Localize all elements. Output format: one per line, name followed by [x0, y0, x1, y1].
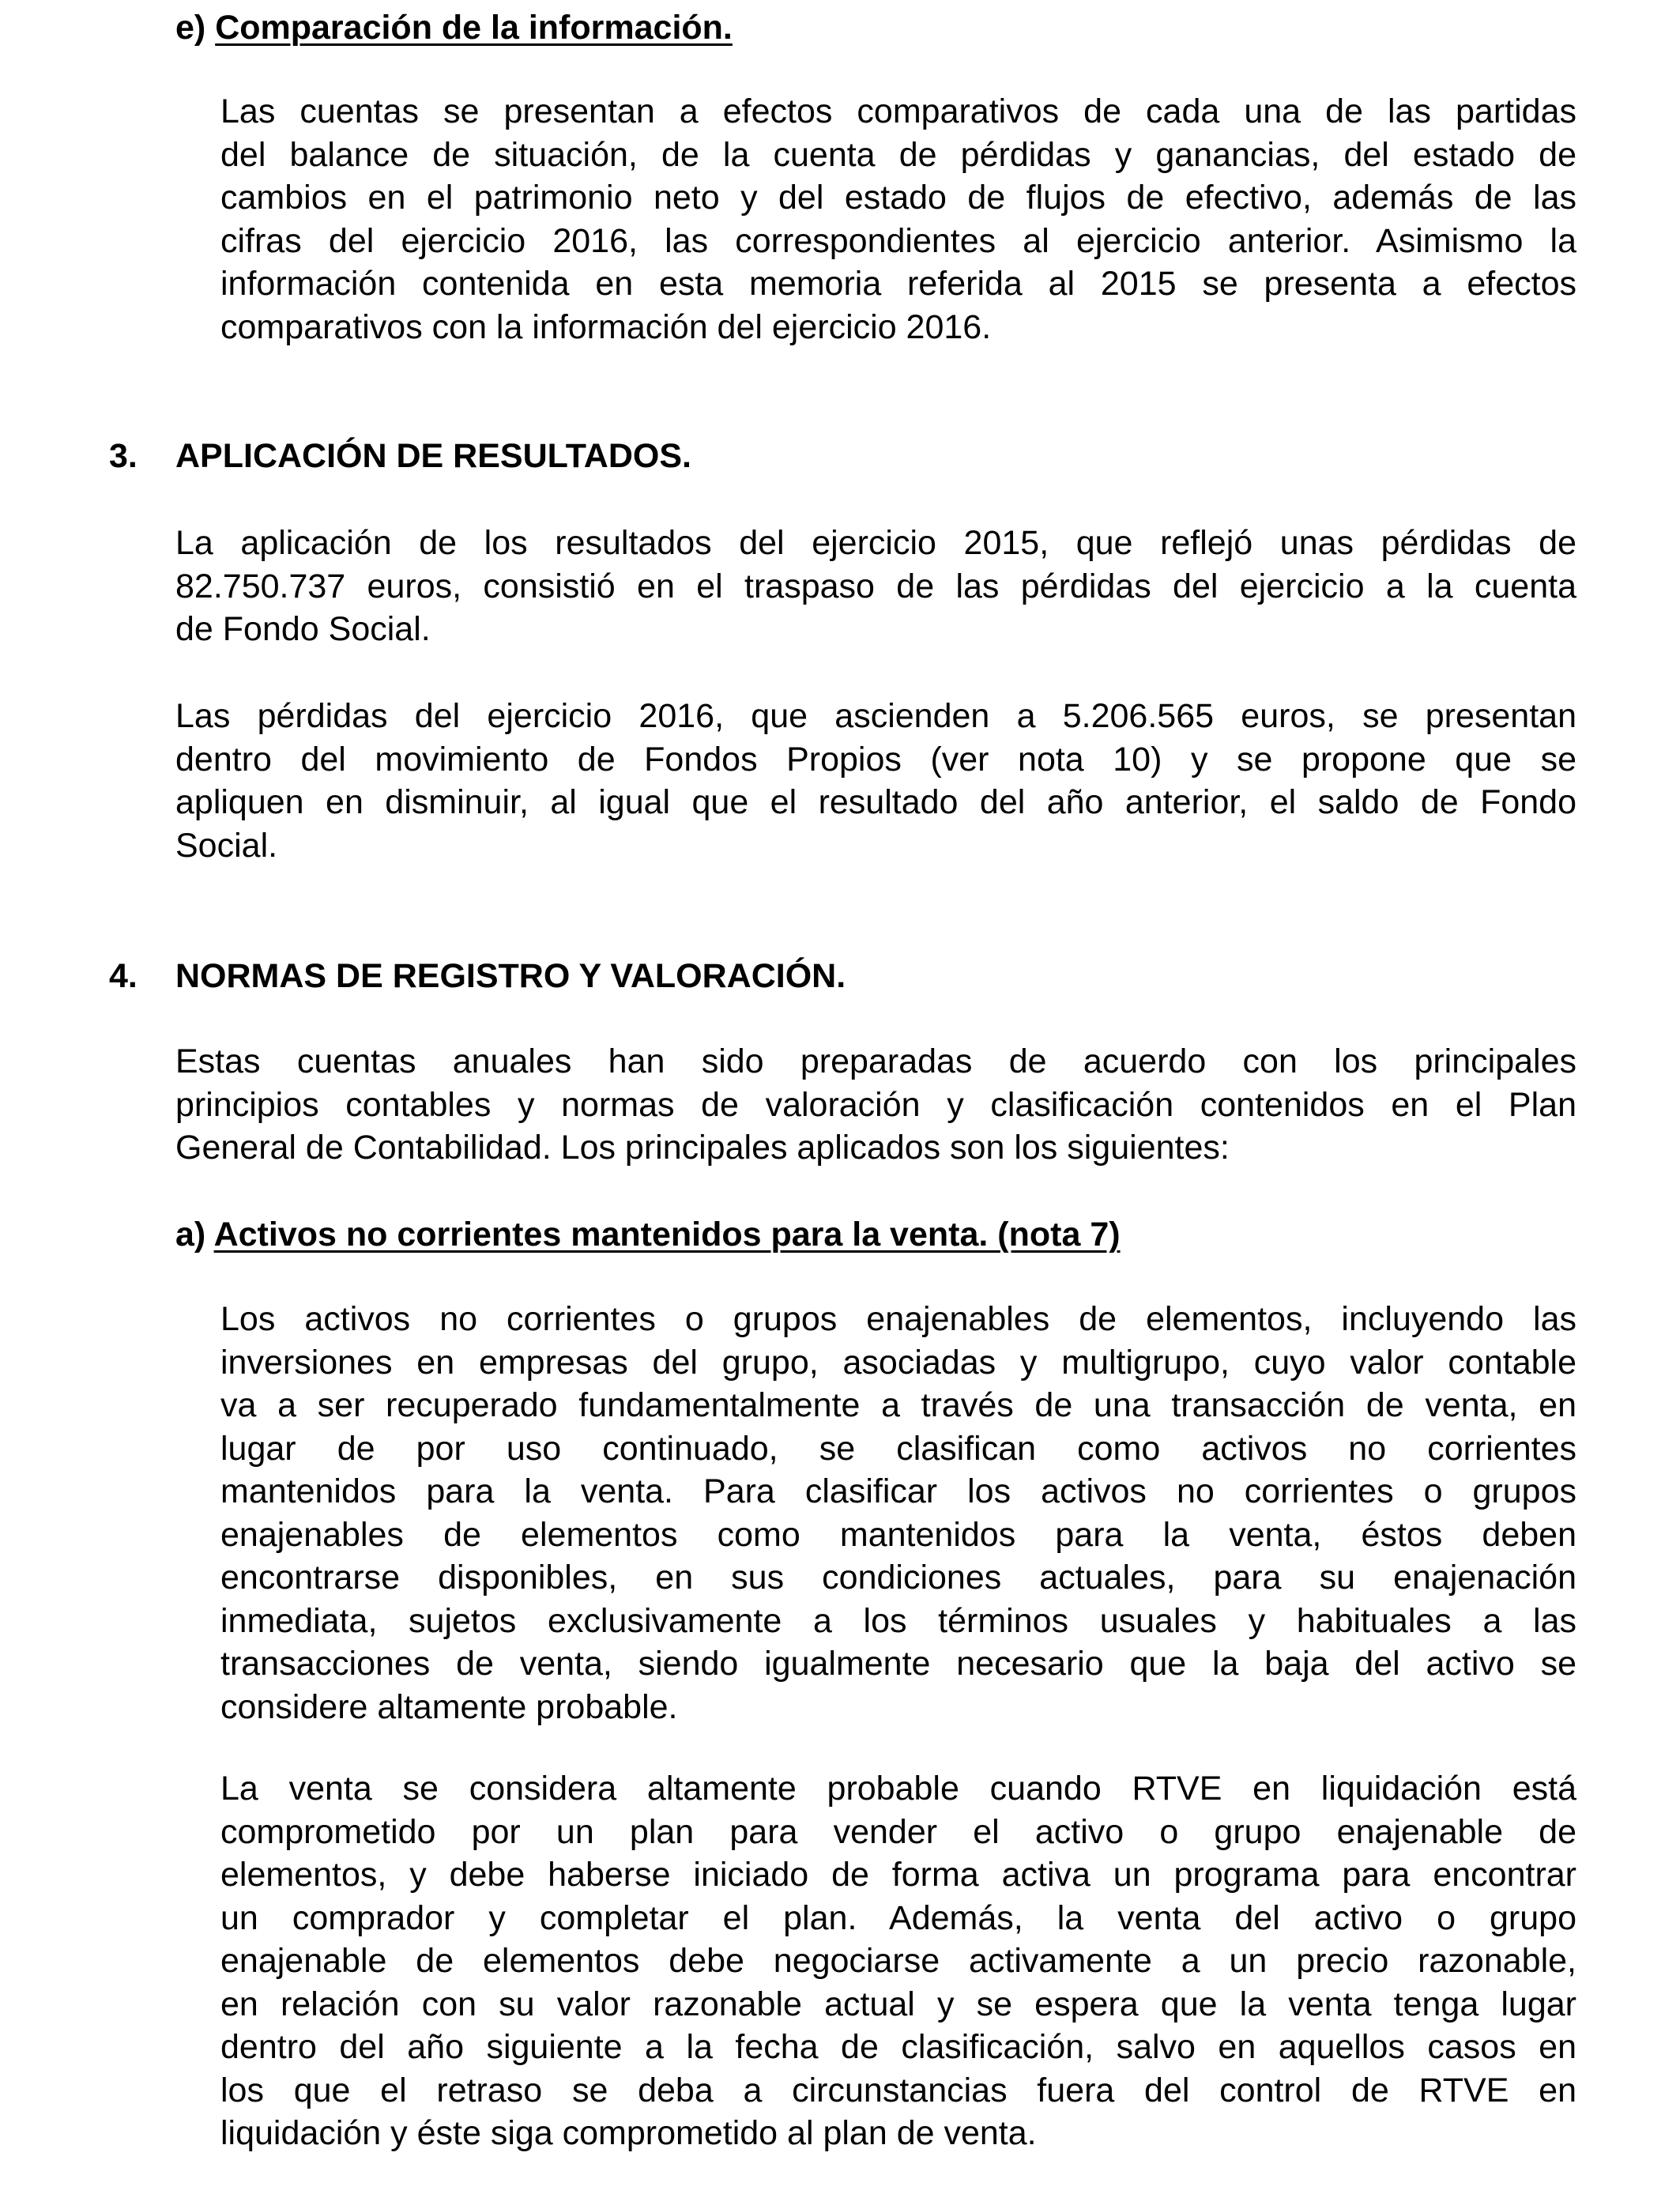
subsection-a-label: a): [175, 1216, 206, 1253]
text-line: los que el retraso se deba a circunstancias fuera del control de RTVE en: [220, 2071, 1576, 2109]
section-e-title: Comparación de la información.: [215, 9, 733, 47]
section-4-number: 4.: [109, 957, 137, 995]
text-line: elementos, y debe haberse iniciado de forma activa un programa para encontrar: [220, 1856, 1576, 1894]
section-e-paragraph: [220, 90, 1576, 349]
subsection-a-paragraph-2: [220, 1767, 1576, 2155]
text-line: dentro del movimiento de Fondos Propios (ver nota 10) y se propone que se: [175, 740, 1576, 778]
text-line: información contenida en esta memoria referida al 2015 se presenta a efectos: [220, 265, 1576, 303]
text-line: considere altamente probable.: [220, 1687, 678, 1726]
text-line: Las cuentas se presentan a efectos comparativos de cada una de las partidas: [220, 92, 1576, 130]
text-line: comparativos con la información del ejercicio 2016.: [220, 307, 992, 346]
text-line: lugar de por uso continuado, se clasifican como activos no corrientes: [220, 1429, 1576, 1468]
text-line: inversiones en empresas del grupo, asociadas y multigrupo, cuyo valor contable: [220, 1343, 1576, 1382]
text-line: Social.: [175, 826, 278, 865]
section-e-label: e): [175, 9, 206, 47]
text-line: inmediata, sujetos exclusivamente a los términos usuales y habituales a las: [220, 1601, 1576, 1640]
text-line: Los activos no corrientes o grupos enajenables de elementos, incluyendo las: [220, 1300, 1576, 1338]
text-line: cifras del ejercicio 2016, las correspondientes al ejercicio anterior. Asimismo la: [220, 221, 1576, 260]
text-line: enajenable de elementos debe negociarse activamente a un precio razonable,: [220, 1942, 1576, 1980]
section-e-heading: [175, 6, 733, 49]
text-line: dentro del año siguiente a la fecha de clasificación, salvo en aquellos casos en: [220, 2028, 1576, 2066]
text-line: La aplicación de los resultados del ejercicio 2015, que reflejó unas pérdidas de: [175, 524, 1576, 562]
text-line: mantenidos para la venta. Para clasificar los activos no corrientes o grupos: [220, 1472, 1576, 1510]
text-line: Las pérdidas del ejercicio 2016, que ascienden a 5.206.565 euros, se presentan: [175, 697, 1576, 735]
section-4-title: NORMAS DE REGISTRO Y VALORACIÓN.: [175, 957, 846, 995]
text-line: La venta se considera altamente probable cuando RTVE en liquidación está: [220, 1770, 1576, 1808]
text-line: transacciones de venta, siendo igualmente necesario que la baja del activo se: [220, 1645, 1576, 1683]
section-3-paragraph-1: [175, 522, 1576, 651]
text-line: de Fondo Social.: [175, 610, 431, 648]
text-line: encontrarse disponibles, en sus condiciones actuales, para su enajenación: [220, 1559, 1576, 1596]
section-3-heading: [109, 435, 691, 477]
text-line: va a ser recuperado fundamentalmente a través de una transacción de venta, en: [220, 1386, 1576, 1424]
section-3-paragraph-2: [175, 695, 1576, 867]
subsection-a-title: Activos no corrientes mantenidos para la venta. (nota 7): [213, 1216, 1121, 1253]
text-line: General de Contabilidad. Los principales aplicados son los siguientes:: [175, 1129, 1230, 1167]
text-line: enajenables de elementos como mantenidos para la venta, éstos deben: [220, 1515, 1576, 1554]
text-line: 82.750.737 euros, consistió en el traspaso de las pérdidas del ejercicio a la cuenta: [175, 567, 1576, 605]
text-line: liquidación y éste siga comprometido al plan de venta.: [220, 2114, 1037, 2152]
section-3-title: APLICACIÓN DE RESULTADOS.: [175, 437, 691, 475]
section-4-heading: [109, 955, 846, 997]
text-line: comprometido por un plan para vender el activo o grupo enajenable de: [220, 1812, 1576, 1851]
section-3-number: 3.: [109, 437, 137, 475]
text-line: del balance de situación, de la cuenta de pérdidas y ganancias, del estado de: [220, 135, 1576, 174]
text-line: un comprador y completar el plan. Además, la venta del activo o grupo: [220, 1898, 1576, 1937]
text-line: principios contables y normas de valoración y clasificación contenidos en el Plan: [175, 1085, 1576, 1124]
text-line: cambios en el patrimonio neto y del estado de flujos de efectivo, además de las: [220, 179, 1576, 217]
text-line: apliquen en disminuir, al igual que el resultado del año anterior, el saldo de Fondo: [175, 783, 1576, 821]
subsection-a-paragraph-1: [220, 1298, 1576, 1728]
text-line: en relación con su valor razonable actual y se espera que la venta tenga lugar: [220, 1985, 1576, 2023]
subsection-a-heading: [175, 1213, 1121, 1256]
text-line: Estas cuentas anuales han sido preparadas de acuerdo con los principales: [175, 1042, 1576, 1080]
section-4-intro: [175, 1040, 1576, 1170]
